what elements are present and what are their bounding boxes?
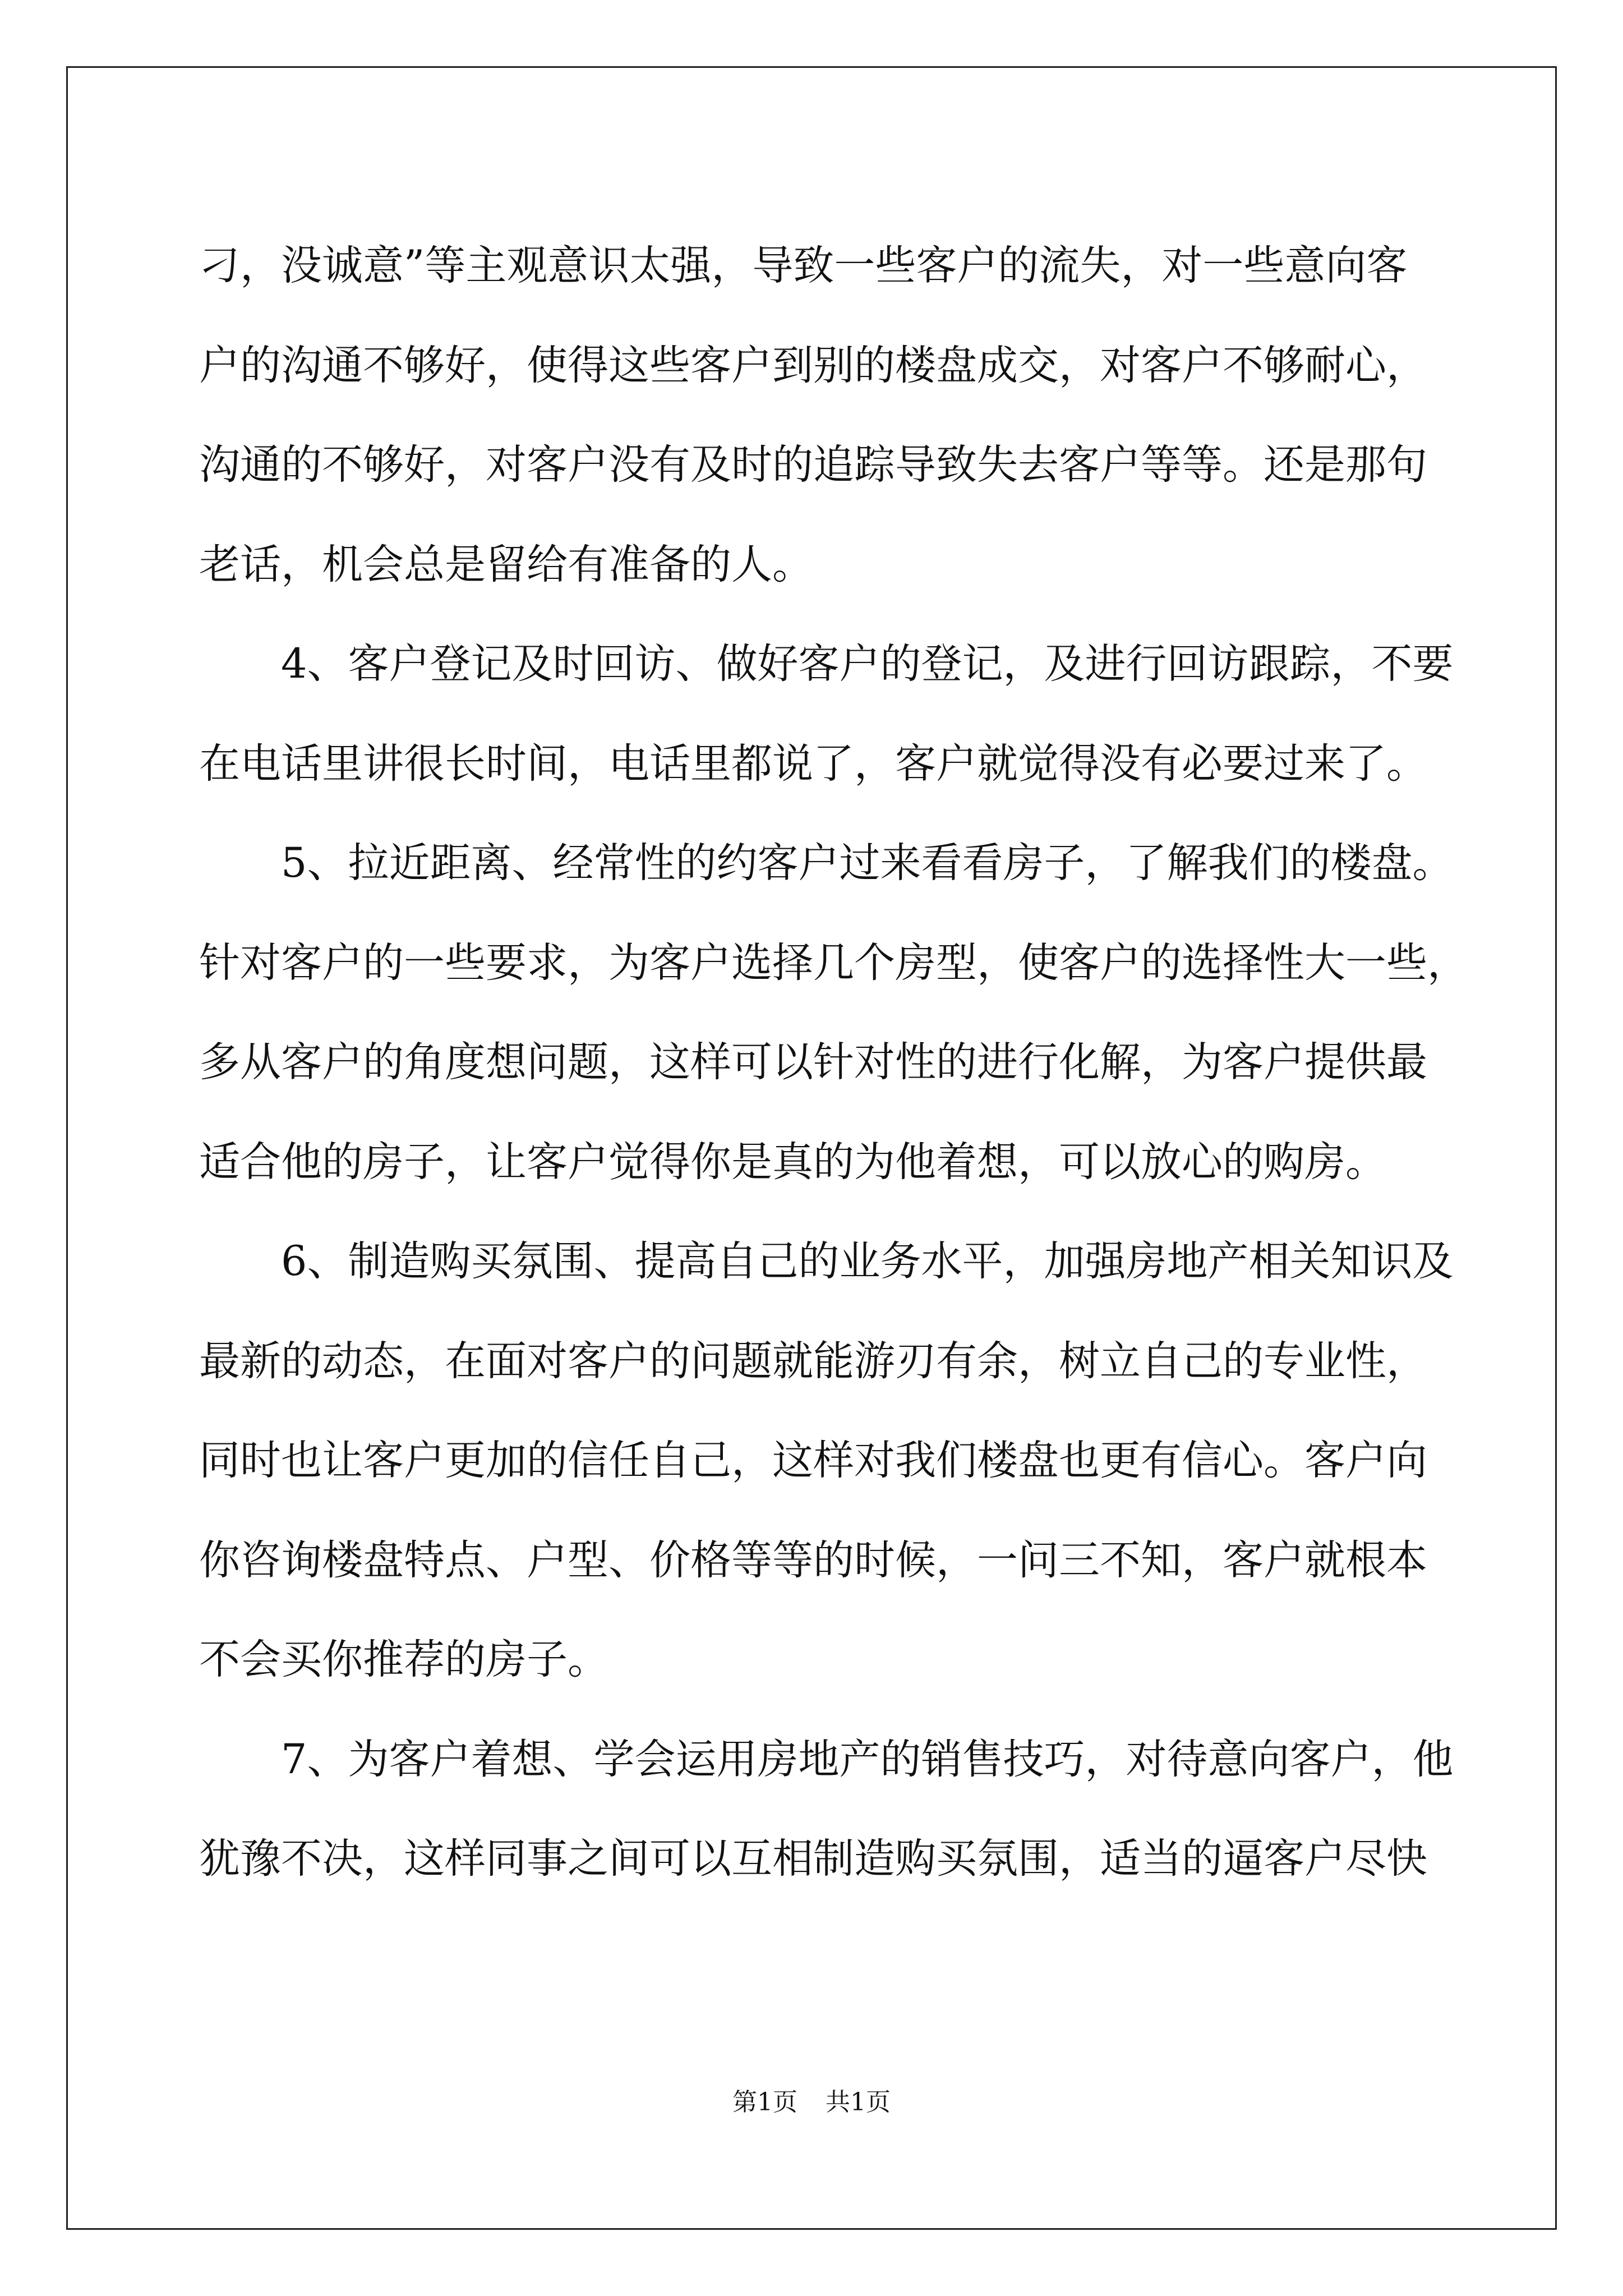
- text-line: 最新的动态，在面对客户的问题就能游刃有余，树立自己的专业性，: [199, 1337, 1427, 1385]
- text-line: 犹豫不决，这样同事之间可以互相制造购买氛围，适当的逼客户尽快: [199, 1835, 1427, 1883]
- document-body: [199, 216, 1468, 1909]
- text-line: 针对客户的一些要求，为客户选择几个房型，使客户的选择性大一些，: [199, 938, 1468, 987]
- text-line: 不会买你推荐的房子。: [199, 1636, 608, 1683]
- text-line: 在电话里讲很长时间，电话里都说了，客户就觉得没有必要过来了。: [199, 739, 1427, 788]
- text-line: 多从客户的角度想问题，这样可以针对性的进行化解，为客户提供最: [199, 1038, 1427, 1086]
- text-line: 户的沟通不够好，使得这些客户到别的楼盘成交，对客户不够耐心，: [199, 341, 1427, 389]
- text-line: 同时也让客户更加的信任自己，这样对我们楼盘也更有信心。客户向: [199, 1437, 1427, 1484]
- text-line: 5、拉近距离、经常性的约客户过来看看房子，了解我们的楼盘。: [281, 839, 1454, 887]
- text-line: 6、制造购买氛围、提高自己的业务水平，加强房地产相关知识及: [281, 1237, 1454, 1285]
- text-line: 4、客户登记及时回访、做好客户的登记，及进行回访跟踪，不要: [281, 640, 1454, 688]
- text-line: 你咨询楼盘特点、户型、价格等等的时候，一问三不知，客户就根本: [199, 1536, 1427, 1584]
- text-line: 适合他的房子，让客户觉得你是真的为他着想，可以放心的购房。: [199, 1138, 1386, 1186]
- page-number: 第1页: [732, 2088, 797, 2116]
- text-line: 7、为客户着想、学会运用房地产的销售技巧，对待意向客户，他: [281, 1735, 1454, 1783]
- page-total: 共1页: [826, 2088, 891, 2116]
- page-footer: [0, 2086, 1623, 2119]
- text-line: 刁，没诚意”等主观意识太强，导致一些客户的流失，对一些意向客: [199, 242, 1408, 289]
- text-line: 老话，机会总是留给有准备的人。: [199, 540, 813, 588]
- text-line: 沟通的不够好，对客户没有及时的追踪导致失去客户等等。还是那句: [199, 441, 1427, 489]
